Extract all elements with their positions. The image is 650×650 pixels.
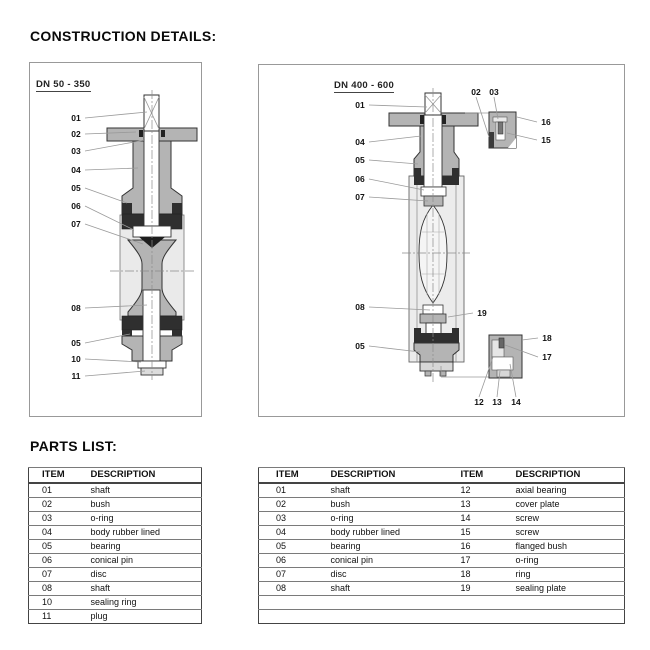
table-row (29, 539, 202, 553)
table-cell: 05 (259, 539, 321, 553)
table-cell: 07 (259, 567, 321, 581)
table-cell: o-ring (506, 553, 625, 567)
parts-table-right (258, 467, 625, 624)
table-cell: o-ring (321, 511, 444, 525)
leader-line (369, 160, 418, 164)
table-cell: screw (506, 511, 625, 525)
table-cell: conical pin (321, 553, 444, 567)
table-cell: 15 (444, 525, 506, 539)
column-header: ITEM (29, 468, 79, 483)
screw-detail (498, 122, 503, 134)
table-cell (259, 595, 321, 609)
column-header: ITEM (444, 468, 506, 483)
table-cell (444, 595, 506, 609)
table-cell (321, 609, 444, 623)
table-cell (506, 609, 625, 623)
table-cell: 12 (444, 483, 506, 498)
rubber-seal (452, 168, 459, 176)
table-row (29, 609, 202, 623)
table-cell: 16 (444, 539, 506, 553)
table-row (259, 539, 625, 553)
table-row (29, 525, 202, 539)
callout-label: 15 (541, 135, 551, 145)
table-cell: plug (79, 609, 202, 623)
table-cell: 04 (29, 525, 79, 539)
table-cell: sealing plate (506, 581, 625, 595)
parts-table-left (28, 467, 202, 624)
rubber-seal (414, 168, 421, 176)
table-cell: 01 (29, 483, 79, 498)
table-cell (321, 595, 444, 609)
leader-line (522, 338, 538, 340)
bottom-cover (420, 362, 453, 371)
table-cell: ring (506, 567, 625, 581)
table-cell: 17 (444, 553, 506, 567)
table-cell: 05 (29, 539, 79, 553)
column-header: ITEM (259, 468, 321, 483)
table-cell: shaft (321, 581, 444, 595)
table-cell: bush (321, 497, 444, 511)
table-row (259, 483, 625, 498)
table-cell: shaft (321, 483, 444, 498)
callout-label: 01 (71, 113, 81, 123)
callout-label: 06 (355, 174, 365, 184)
size-range-label-left: DN 50 - 350 (36, 79, 91, 90)
table-cell: body rubber lined (321, 525, 444, 539)
leader-line (85, 188, 127, 203)
table-cell: 07 (29, 567, 79, 581)
table-cell: 19 (444, 581, 506, 595)
callout-label: 07 (355, 192, 365, 202)
table-cell: 08 (29, 581, 79, 595)
table-row (29, 483, 202, 498)
table-row (29, 511, 202, 525)
leader-line (369, 105, 427, 107)
table-row (259, 581, 625, 595)
table-cell: 06 (29, 553, 79, 567)
cover-plate-detail (492, 357, 513, 370)
leader-line (369, 136, 421, 142)
table-cell: bush (79, 497, 202, 511)
callout-label: 05 (355, 341, 365, 351)
table-cell: 13 (444, 497, 506, 511)
shaft-channel (144, 131, 159, 226)
table-row (29, 581, 202, 595)
table-cell: 03 (29, 511, 79, 525)
callout-label: 12 (474, 397, 484, 407)
header-row (29, 468, 202, 483)
leader-line (85, 112, 147, 118)
callout-label: 03 (489, 87, 499, 97)
table-cell: 03 (259, 511, 321, 525)
bottom-housing (414, 343, 459, 362)
table-cell (259, 609, 321, 623)
callout-label: 17 (542, 352, 552, 362)
flanged-bush-detail (493, 117, 507, 122)
bush-mark (139, 130, 143, 137)
table-cell: 02 (259, 497, 321, 511)
table-cell (506, 595, 625, 609)
callout-label: 14 (511, 397, 521, 407)
column-header: DESCRIPTION (79, 468, 202, 483)
callout-label: 05 (71, 338, 81, 348)
table-cell: 06 (259, 553, 321, 567)
parts-list-title: PARTS LIST: (30, 438, 118, 454)
column-header: DESCRIPTION (506, 468, 625, 483)
callout-label: 08 (355, 302, 365, 312)
callout-label: 19 (477, 308, 487, 318)
callout-label: 13 (492, 397, 502, 407)
table-row (259, 609, 625, 623)
size-range-label-right: DN 400 - 600 (334, 80, 395, 91)
table-cell: 18 (444, 567, 506, 581)
header-row (259, 468, 625, 483)
table-cell: o-ring (79, 511, 202, 525)
callout-label: 02 (71, 129, 81, 139)
diagram-panel-dn400-600 (258, 64, 625, 417)
table-cell: 11 (29, 609, 79, 623)
table-row (259, 525, 625, 539)
leader-line (85, 371, 145, 376)
table-cell: sealing ring (79, 595, 202, 609)
callout-label: 16 (541, 117, 551, 127)
table-cell: disc (79, 567, 202, 581)
bearing-band (421, 187, 446, 196)
table-cell: 04 (259, 525, 321, 539)
callout-label: 18 (542, 333, 552, 343)
table-cell: cover plate (506, 497, 625, 511)
leader-line (85, 168, 138, 170)
table-cell: disc (321, 567, 444, 581)
callout-label: 01 (355, 100, 365, 110)
table-cell: 01 (259, 483, 321, 498)
table-cell: flanged bush (506, 539, 625, 553)
valve-drawing-dn50-350 (30, 63, 201, 416)
table-row (259, 497, 625, 511)
callout-label: 07 (71, 219, 81, 229)
table-row (29, 567, 202, 581)
bush-seal-detail (489, 132, 494, 148)
table-cell: bearing (321, 539, 444, 553)
bolt (425, 371, 431, 376)
callout-label: 04 (71, 165, 81, 175)
callout-label: 05 (355, 155, 365, 165)
oring-mark (442, 115, 446, 124)
callout-label: 11 (71, 371, 81, 381)
callout-label: 10 (71, 354, 81, 364)
callout-label: 06 (71, 201, 81, 211)
table-cell: body rubber lined (79, 525, 202, 539)
callout-label: 08 (71, 303, 81, 313)
table-row (29, 553, 202, 567)
callout-label: 04 (355, 137, 365, 147)
construction-details-title: CONSTRUCTION DETAILS: (30, 28, 217, 44)
table-row (259, 511, 625, 525)
leader-line (517, 117, 537, 122)
callout-label: 03 (71, 146, 81, 156)
table-cell: 14 (444, 511, 506, 525)
table-row (259, 595, 625, 609)
oring-detail (499, 338, 504, 348)
valve-drawing-dn400-600 (259, 65, 624, 416)
rubber-seal (122, 203, 132, 215)
table-cell (444, 609, 506, 623)
table-cell: shaft (79, 581, 202, 595)
callout-label: 02 (471, 87, 481, 97)
table-row (259, 553, 625, 567)
table-cell: 08 (259, 581, 321, 595)
screw-tab-detail (497, 370, 510, 377)
table-row (29, 595, 202, 609)
callout-label: 05 (71, 183, 81, 193)
table-cell: 02 (29, 497, 79, 511)
bush-mark (420, 115, 424, 124)
diagram-panel-dn50-350 (29, 62, 202, 417)
table-cell: axial bearing (506, 483, 625, 498)
shaft-bottom (143, 290, 160, 361)
rubber-seal (172, 203, 182, 215)
table-cell: 10 (29, 595, 79, 609)
column-header: DESCRIPTION (321, 468, 444, 483)
table-cell: shaft (79, 483, 202, 498)
table-row (29, 497, 202, 511)
table-cell: screw (506, 525, 625, 539)
table-cell: conical pin (79, 553, 202, 567)
oring-mark (161, 130, 165, 137)
table-cell: bearing (79, 539, 202, 553)
table-row (259, 567, 625, 581)
rubber-seal-band (414, 333, 459, 343)
